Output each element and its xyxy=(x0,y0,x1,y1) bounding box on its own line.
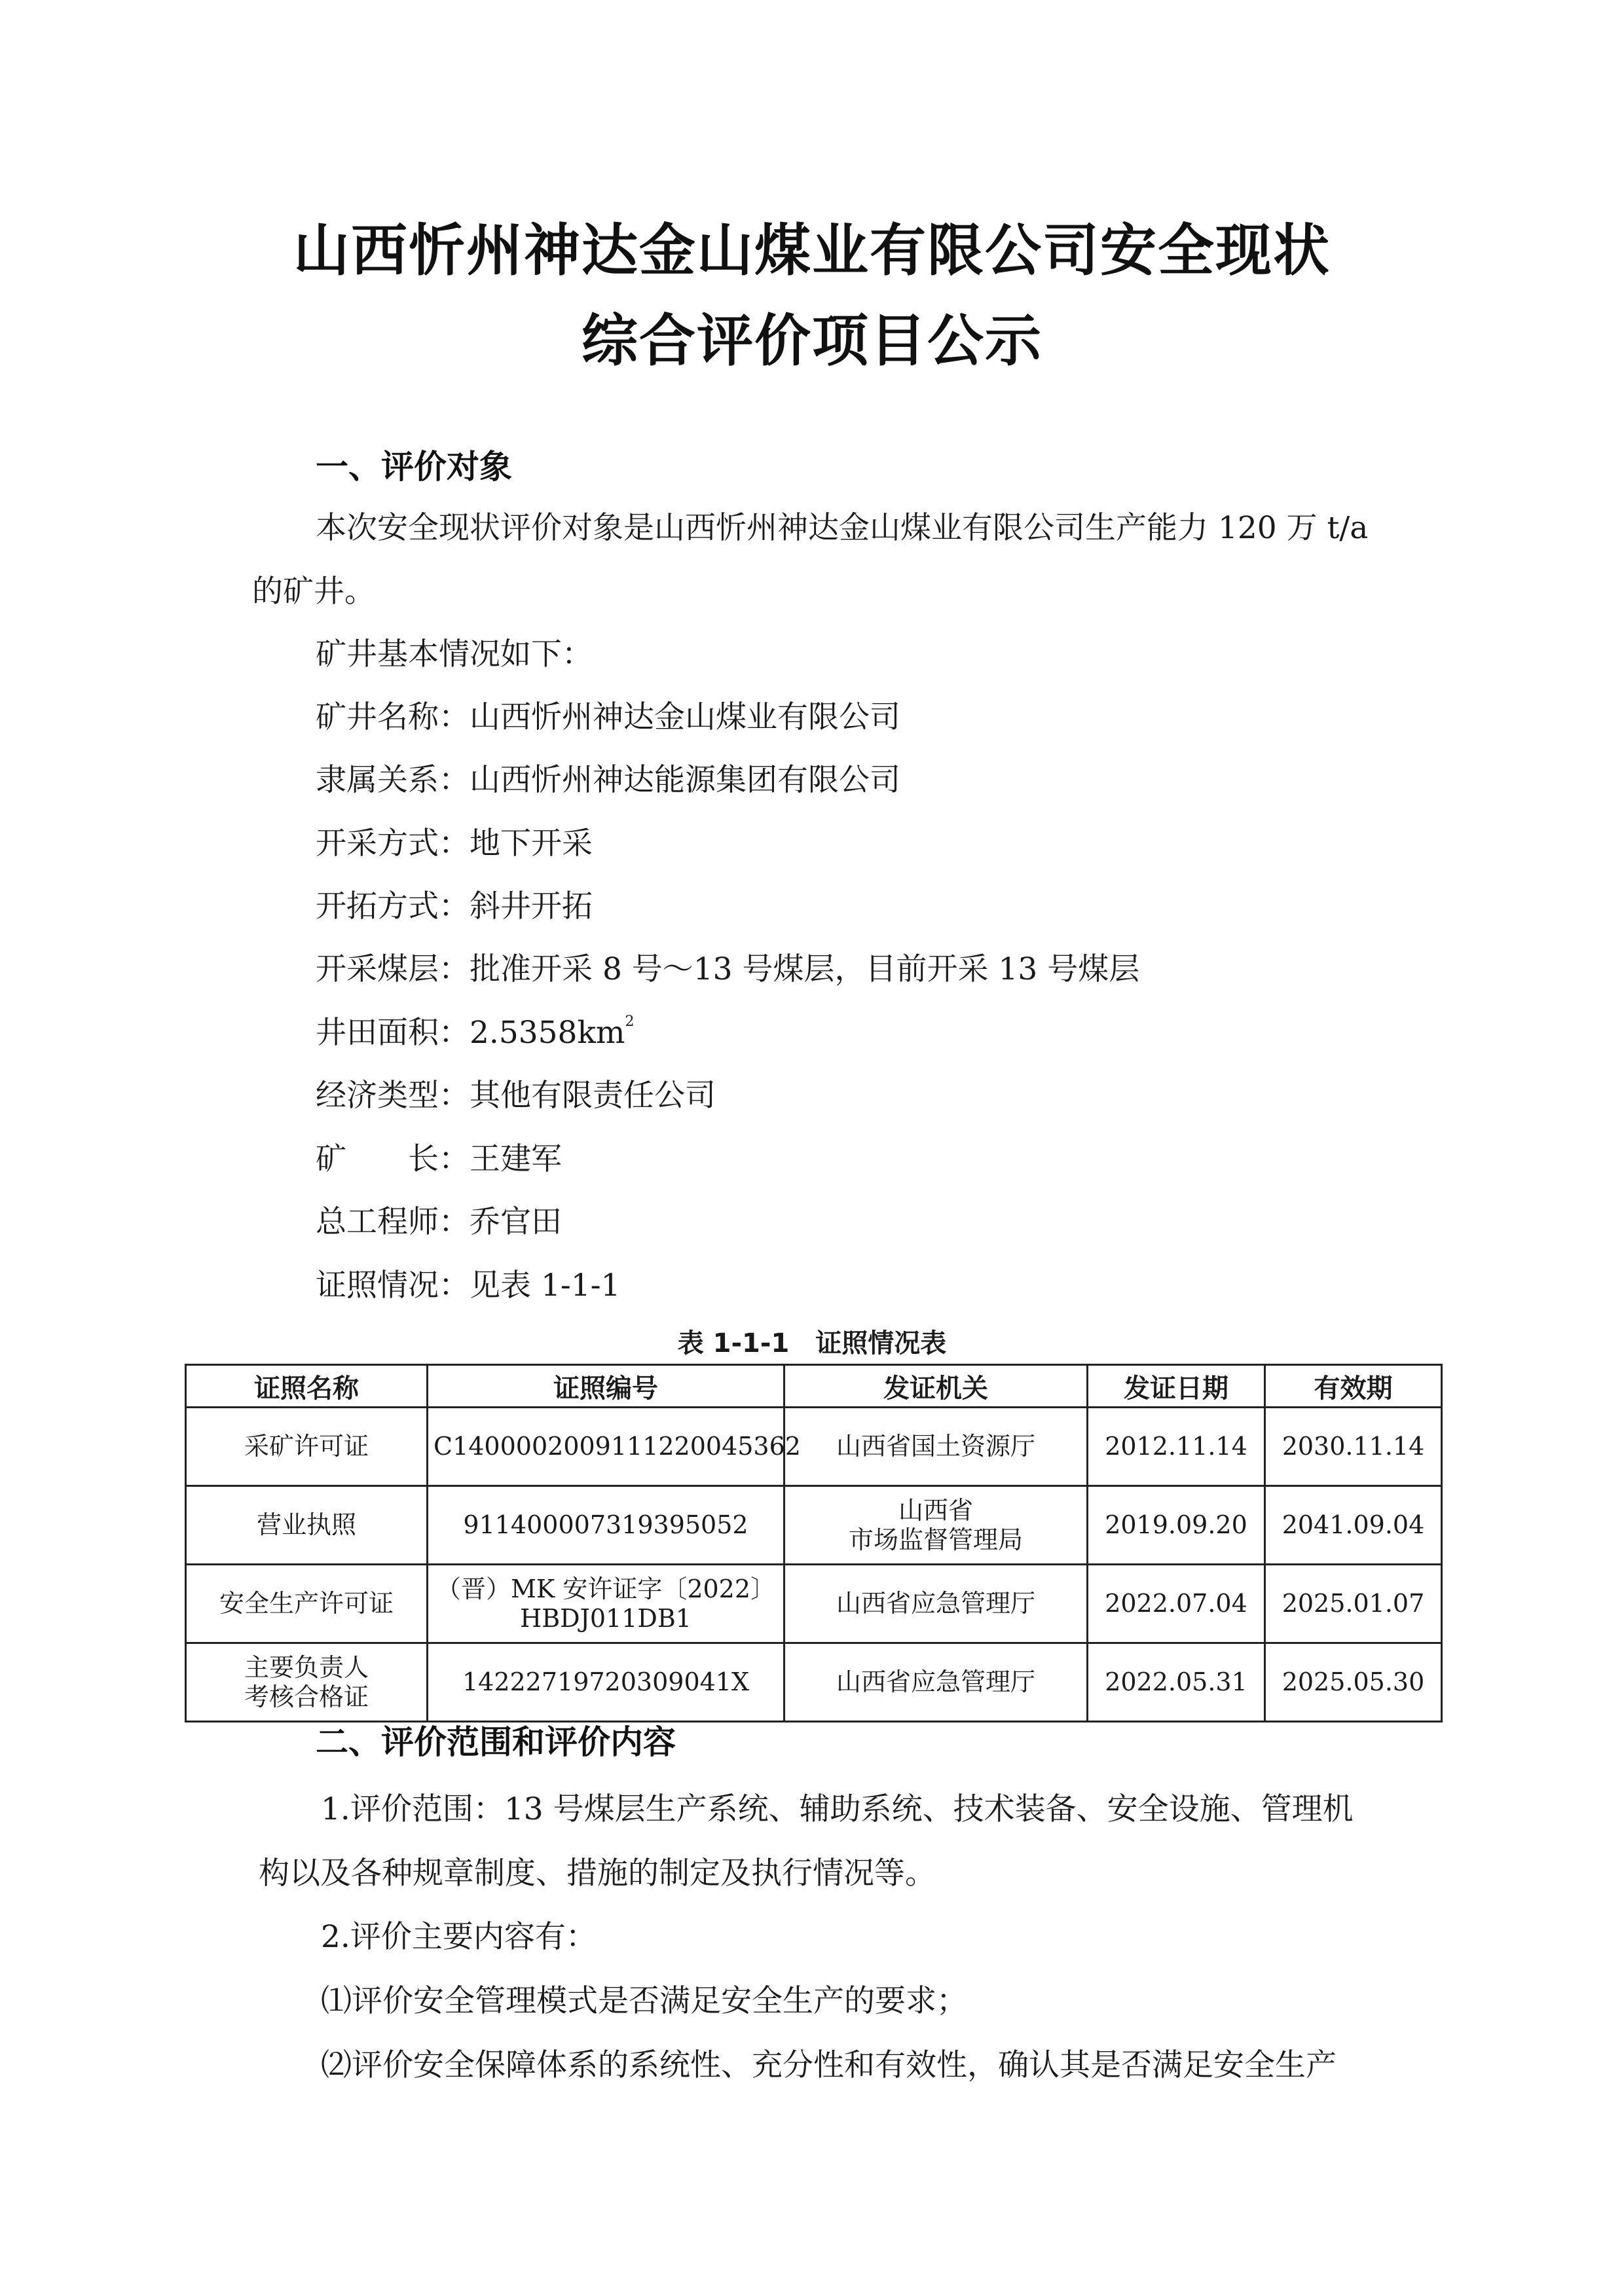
info-development-method xyxy=(316,888,593,924)
cell-issue-date: 2019.09.20 xyxy=(1088,1486,1265,1565)
info-licenses xyxy=(316,1267,621,1303)
table-header-row xyxy=(186,1365,1442,1408)
basic-info-heading: 矿井基本情况如下： xyxy=(316,636,593,672)
header-issue-date: 发证日期 xyxy=(1088,1365,1265,1408)
info-mine-name xyxy=(316,699,900,735)
info-label: 隶属关系： xyxy=(316,762,470,798)
info-value: 其他有限责任公司 xyxy=(470,1078,716,1114)
table-row xyxy=(186,1408,1442,1486)
document-title-line-1: 山西忻州神达金山煤业有限公司安全现状 xyxy=(293,218,1331,283)
cell-issue-date: 2022.07.04 xyxy=(1088,1565,1265,1643)
area-superscript: 2 xyxy=(625,1013,635,1030)
table-row xyxy=(186,1565,1442,1643)
cell-issuing-authority: 山西省国土资源厅 xyxy=(784,1408,1088,1486)
table-row xyxy=(186,1643,1442,1722)
header-issuing-authority: 发证机关 xyxy=(784,1365,1088,1408)
section-2-heading: 二、评价范围和评价内容 xyxy=(316,1723,676,1761)
info-value: 山西忻州神达金山煤业有限公司 xyxy=(470,699,900,735)
info-label: 井田面积： xyxy=(316,1015,470,1051)
info-label: 矿井名称： xyxy=(316,699,470,735)
scope-line-2: 构以及各种规章制度、措施的制定及执行情况等。 xyxy=(259,1855,936,1891)
info-chief-engineer xyxy=(316,1204,562,1240)
cell-valid-until: 2025.01.07 xyxy=(1265,1565,1442,1643)
info-label: 开拓方式： xyxy=(316,888,470,924)
info-value: 地下开采 xyxy=(470,826,593,862)
info-value: 斜井开拓 xyxy=(470,888,593,924)
info-mine-director xyxy=(316,1141,562,1177)
cell-issue-date: 2012.11.14 xyxy=(1088,1408,1265,1486)
cell-issuing-authority: 山西省应急管理厅 xyxy=(784,1643,1088,1722)
info-value: 2.5358km xyxy=(470,1015,625,1051)
document-title-line-2: 综合评价项目公示 xyxy=(581,308,1043,374)
cell-license-name: 主要负责人 考核合格证 xyxy=(186,1643,428,1722)
cell-license-number: 911400007319395052 xyxy=(428,1486,784,1565)
table-row xyxy=(186,1486,1442,1565)
info-value: 王建军 xyxy=(470,1141,562,1177)
info-economic-type xyxy=(316,1078,716,1114)
info-label: 开采煤层： xyxy=(316,951,470,987)
cell-license-number: C1400002009111220045362 xyxy=(428,1408,784,1486)
cell-license-name: 安全生产许可证 xyxy=(186,1565,428,1643)
cell-license-name: 采矿许可证 xyxy=(186,1408,428,1486)
info-value: 见表 1-1-1 xyxy=(470,1267,621,1303)
cell-valid-until: 2041.09.04 xyxy=(1265,1486,1442,1565)
cell-valid-until: 2025.05.30 xyxy=(1265,1643,1442,1722)
cell-license-number: （晋）MK 安许证字〔2022〕 HBDJ011DB1 xyxy=(428,1565,784,1643)
table-caption-title: 证照情况表 xyxy=(815,1328,947,1358)
table-caption xyxy=(0,1330,1624,1357)
content-item-2: ⑵评价安全保障体系的系统性、充分性和有效性，确认其是否满足安全生产 xyxy=(321,2047,1337,2083)
info-label: 证照情况： xyxy=(316,1267,470,1303)
info-label: 矿 长： xyxy=(316,1141,470,1177)
section-1-heading: 一、评价对象 xyxy=(316,448,512,486)
cell-issuing-authority: 山西省应急管理厅 xyxy=(784,1565,1088,1643)
header-license-number: 证照编号 xyxy=(428,1365,784,1408)
table-caption-number: 表 1-1-1 xyxy=(677,1328,790,1358)
cell-valid-until: 2030.11.14 xyxy=(1265,1408,1442,1486)
info-affiliation xyxy=(316,762,900,798)
content-heading: 2.评价主要内容有： xyxy=(321,1919,597,1955)
header-valid-until: 有效期 xyxy=(1265,1365,1442,1408)
info-label: 总工程师： xyxy=(316,1204,470,1240)
info-mining-method xyxy=(316,826,593,862)
cell-license-name: 营业执照 xyxy=(186,1486,428,1565)
intro-line-1: 本次安全现状评价对象是山西忻州神达金山煤业有限公司生产能力 120 万 t/a xyxy=(316,510,1369,546)
cell-issuing-authority: 山西省 市场监督管理局 xyxy=(784,1486,1088,1565)
info-field-area xyxy=(316,1013,635,1051)
info-label: 开采方式： xyxy=(316,826,470,862)
info-value: 批准开采 8 号～13 号煤层，目前开采 13 号煤层 xyxy=(470,951,1140,987)
info-value: 山西忻州神达能源集团有限公司 xyxy=(470,762,900,798)
cell-issue-date: 2022.05.31 xyxy=(1088,1643,1265,1722)
header-license-name: 证照名称 xyxy=(186,1365,428,1408)
content-item-1: ⑴评价安全管理模式是否满足安全生产的要求； xyxy=(321,1983,967,2019)
info-value: 乔官田 xyxy=(470,1204,562,1240)
cell-license-number: 14222719720309041X xyxy=(428,1643,784,1722)
license-table xyxy=(185,1364,1443,1722)
info-label: 经济类型： xyxy=(316,1078,470,1114)
info-coal-seam xyxy=(316,951,1140,987)
scope-line-1: 1.评价范围：13 号煤层生产系统、辅助系统、技术装备、安全设施、管理机 xyxy=(321,1791,1354,1827)
intro-line-2: 的矿井。 xyxy=(252,574,375,610)
